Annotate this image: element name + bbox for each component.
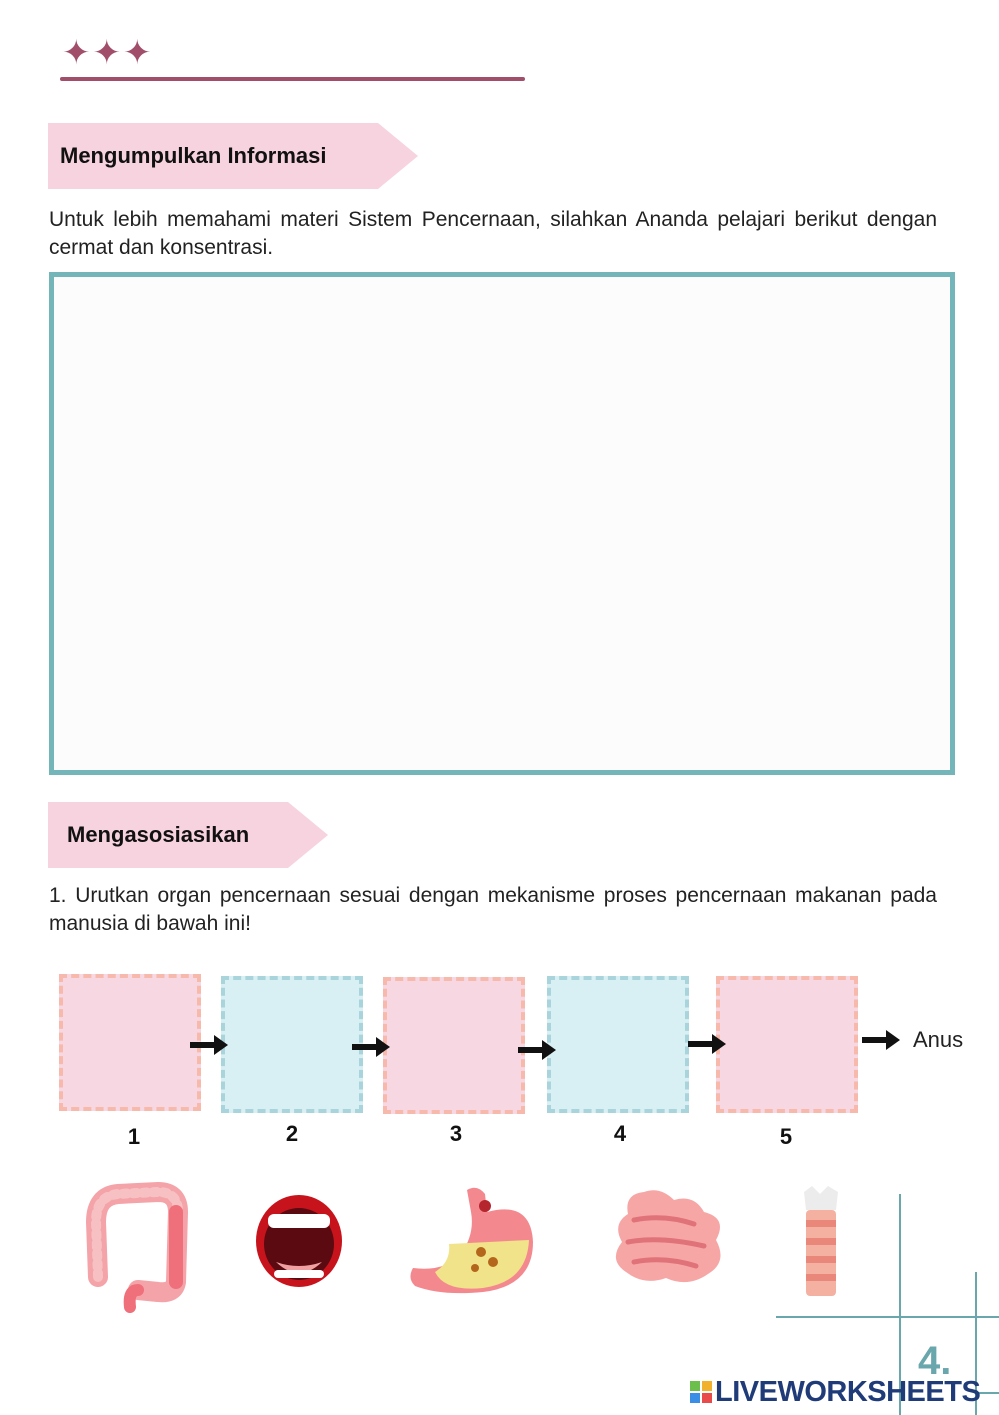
page-number: 4. (918, 1339, 952, 1383)
star-decoration: ✦✦✦ (62, 34, 154, 72)
large-intestine-icon[interactable] (78, 1182, 193, 1314)
arrow-right-icon (862, 1030, 900, 1050)
info-content-box (49, 272, 955, 775)
arrow-right-icon (352, 1037, 390, 1057)
answer-slot-1[interactable] (59, 974, 201, 1111)
question-paragraph: 1. Urutkan organ pencernaan sesuai dengan mekanisme proses pencernaan makanan pada manusia di bawah ini! (49, 884, 937, 935)
arrow-right-icon (688, 1034, 726, 1054)
liveworksheets-logo (690, 1372, 990, 1412)
anus-label: Anus (913, 1027, 964, 1052)
answer-slot-5[interactable] (716, 976, 858, 1113)
intro-paragraph: Untuk lebih memahami materi Sistem Pencernaan, silahkan Ananda pelajari berikut dengan cermat dan konsentrasi. (49, 208, 937, 259)
section-title-associate: Mengasosiasikan (48, 802, 288, 868)
corner-decoration-line (776, 1316, 999, 1318)
slot-number: 1 (127, 1124, 141, 1149)
arrow-right-icon (518, 1040, 556, 1060)
header-rule (60, 77, 525, 81)
answer-slot-2[interactable] (221, 976, 363, 1113)
answer-slot-4[interactable] (547, 976, 689, 1113)
slot-number: 2 (285, 1121, 299, 1146)
slot-number: 3 (449, 1121, 463, 1146)
mouth-icon[interactable] (254, 1192, 344, 1290)
slot-number: 4 (613, 1121, 627, 1146)
logo-squares-icon (690, 1381, 712, 1403)
arrow-right-icon (190, 1035, 228, 1055)
small-intestine-icon[interactable] (604, 1184, 730, 1290)
section-title-collect-info: Mengumpulkan Informasi (48, 123, 378, 189)
slot-number: 5 (779, 1124, 793, 1149)
answer-slot-3[interactable] (383, 977, 525, 1114)
stomach-icon[interactable] (405, 1182, 537, 1298)
esophagus-icon[interactable] (798, 1186, 844, 1298)
logo-text: LIVEWORKSHEETS (715, 1375, 981, 1408)
